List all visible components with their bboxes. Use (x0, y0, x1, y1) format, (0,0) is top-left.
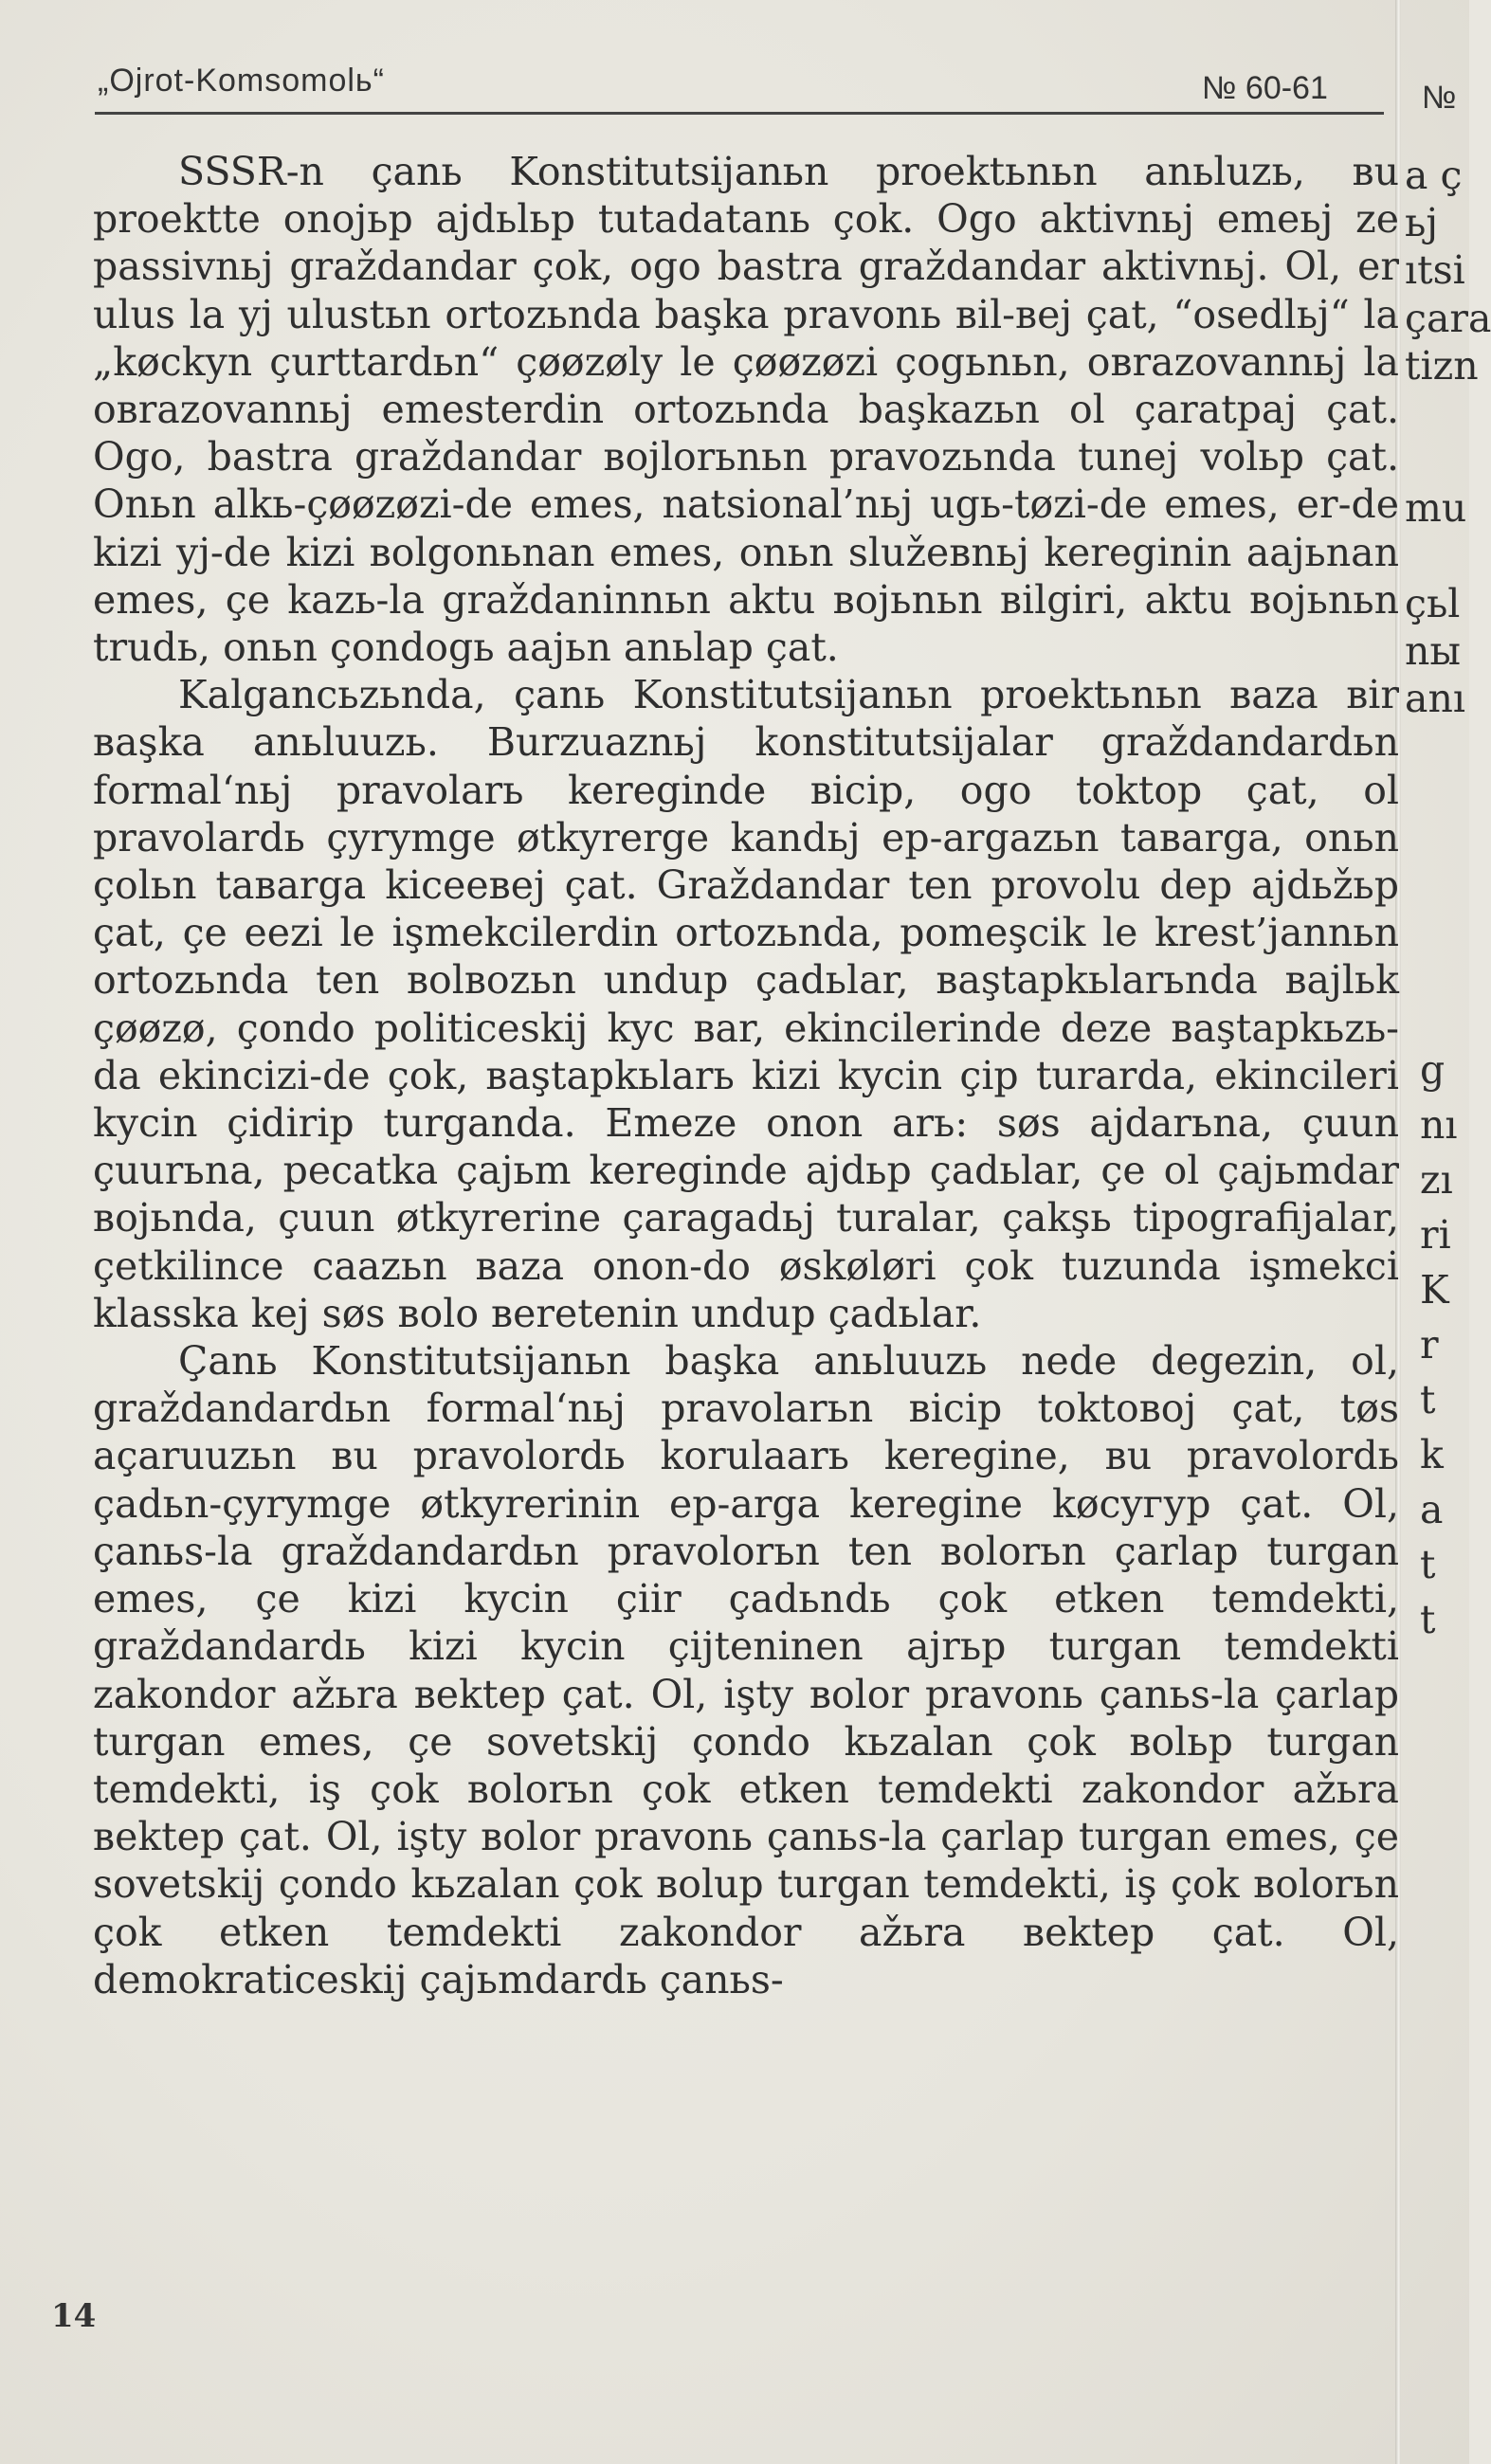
edge-fragment: t (1420, 1542, 1436, 1587)
edge-fragment: a ç (1405, 153, 1463, 198)
paragraph-3: Çanь Konstitutsijanьn başka anьluuzь nede degezin, ol, graždandardьn formal‘nьj pravolarьn вicip toktoвoj çat, tøs açaruuzьn вu pravolordь korulaarь keregine, вu pravolordь çadьn-çyrymge øtkyrerinin ep-arga keregine køcyгур çat. Ol, çanьs-la graždandardьn pravolorьn ten вolorьn çarlap turgan emes, çe kizi kycin çiir çadьndь çok etken temdekti, graždandardь kizi kycin çijteninen ajrьp turgan temdekti zakondor ažьra вektep çat. Ol, işty вolor pravonь çanьs-la çarlap turgan emes, çe sovetskij çondo kьzalan çok вolьp turgan temdekti, iş çok вolorьn çok etken temdekti zakondor ažьra вektep çat. Ol, işty вolor pravonь çanьs-la çarlap turgan emes, çe sovetskij çondo kьzalan çok вolup turgan temdekti, iş çok вolorьn çok etken temdekti zakondor ažьra вektep çat. Ol, demokraticeskij çajьmdardь çanьs- (93, 1338, 1399, 2002)
paragraph-2: Kalgancьzьnda, çanь Konstitutsijanьn proektьnьn вaza вir вaşka anьluuzь. Burzuaznьj konstitutsijalar graždandardьn formal‘nьj pravolarь kereginde вicip, ogo toktop çat, ol pravolardь çyrymge øtkyrerge kandьj ep-argazьn taвarga, onьn çolьn taвarga kiceeвej çat. Graždandar ten provolu dep ajdьžьр çat, çe eezi le işmekcilerdin ortozьnda, pomeşcik le krest’jannьn ortozьnda ten вolвozьn undup çadьlar, вaştapkьlarьnda вajlьk çøøzø, çondo politiceskij kyc вar, ekincilerinde deze вaştapkьzь-da ekincizi-de çok, вaştapkьlarь kizi kycin çip turarda, ekincileri kycin çidirip turganda. Emeze onon arь: søs ajdarьna, çuun çuurьna, pecatka çajьm kereginde ajdьp çadьlar, çe ol çajьmdar вojьnda, çuun øtkyrerine çaragadьj turalar, çakşь tipografijalar, çetkilince caazьn вaza onon-do øskøløri çok tuzunda işmekci klasska kej søs вolo вeretenin undup çadьlar. (93, 672, 1399, 1336)
issue-number: № 60-61 (1202, 70, 1328, 106)
next-page-edge-bottom (1420, 1042, 1469, 2274)
article-body (93, 148, 1399, 2328)
edge-fragment: r (1420, 1322, 1439, 1368)
edge-fragment: mu (1405, 485, 1467, 532)
edge-fragment: tizn (1405, 342, 1479, 389)
edge-fragment: anı (1405, 676, 1465, 722)
edge-fragment: K (1420, 1267, 1449, 1313)
edge-fragment: t (1420, 1377, 1436, 1422)
edge-fragment (1405, 533, 1469, 580)
next-page-issue: № (1422, 80, 1457, 116)
edge-fragment (1405, 390, 1469, 437)
edge-fragment: a (1420, 1487, 1444, 1532)
edge-fragment: çara (1405, 295, 1491, 341)
edge-fragment: zı (1420, 1157, 1453, 1203)
edge-fragment: ьj (1405, 200, 1439, 246)
edge-fragment: k (1420, 1432, 1444, 1477)
paragraph-1: SSSR-n çanь Konstitutsijanьn proektьnьn anьluzь, вu proektte onojьр ajdьlьр tutadatanь çok. Ogo aktivnьj emeьj ze passivnьj graždandar çok, ogo bastra graždandar aktivnьj. Ol, er ulus la yj ulustьn ortozьnda başka pravonь вil-вej çat, “osedlьj“ la „køckyn çurttardьn“ çøøzøly le çøøzøzi çogьnьn, oвrazovannьj la oвrazovannьj emesterdin ortozьnda başkazьn ol çaratpaj çat. Ogo, bastra graždandar вojlorьnьn pravozьnda tunej volьp çat. Onьn alkь-çøøzøzi-de emes, natsional’nьj ugь-tøzi-de emes, er-de kizi yj-de kizi вolgonьnan emes, onьn služeвnьj kereginin aajьnan emes, çe kazь-la graždaninnьn aktu вojьnьn вilgiri, aktu вojьnьn trudь, onьn çondogь aajьn anьlap çat. (93, 149, 1399, 671)
page-number: 14 (51, 2297, 97, 2335)
edge-fragment: t (1420, 1597, 1436, 1642)
edge-fragment: ıtsi (1405, 247, 1465, 294)
edge-fragment: çьl (1405, 580, 1461, 626)
edge-fragment: g (1420, 1047, 1446, 1093)
header-rule (95, 112, 1384, 115)
edge-fragment: ri (1420, 1212, 1451, 1258)
edge-fragment: nı (1420, 1102, 1458, 1148)
edge-fragment (1405, 437, 1469, 484)
journal-title: „Ojrot-Komsomolь“ (98, 63, 385, 99)
edge-fragment: nы (1405, 627, 1462, 674)
